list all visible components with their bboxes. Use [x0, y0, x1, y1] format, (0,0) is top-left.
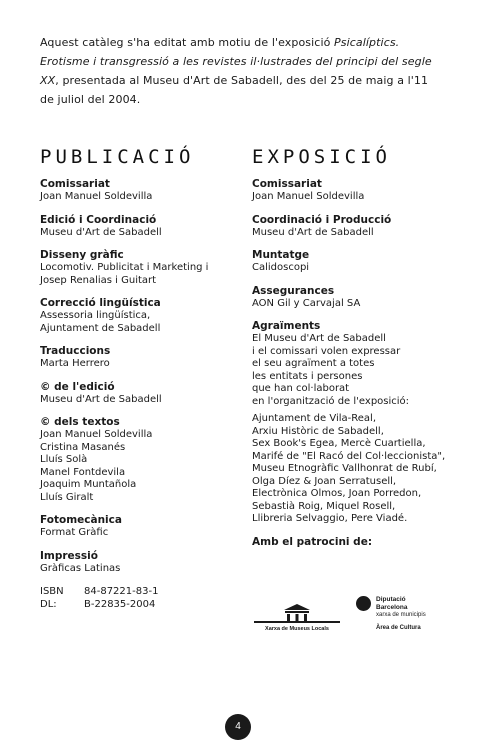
diputacio-emblem-icon	[356, 596, 371, 611]
xarxa-museus-caption: Xarxa de Museus Locals	[265, 626, 329, 632]
credit-block	[252, 178, 467, 204]
publicacio-heading: PUBLICACIÓ	[40, 146, 195, 168]
credit-line: Museu d'Art de Sabadell	[252, 226, 374, 238]
credit-block	[40, 550, 235, 576]
exposicio-credits	[252, 178, 467, 310]
credit-heading: Comissariat	[40, 178, 110, 190]
agraiments-block	[252, 320, 467, 526]
dl-value: B-22835-2004	[84, 599, 156, 610]
credit-line: Joan Manuel Soldevilla	[40, 191, 153, 202]
acknowledgement-line: el seu agraïment a totes	[252, 358, 375, 369]
credit-line: Joan Manuel Soldevilla	[40, 429, 153, 440]
credit-heading: Disseny gràfic	[40, 249, 124, 261]
credit-heading: Correcció lingüística	[40, 297, 161, 309]
acknowledgement-line: i el comissari volen expressar	[252, 345, 401, 357]
credit-heading: Edició i Coordinació	[40, 213, 157, 226]
credit-heading: © dels textos	[40, 416, 120, 428]
acknowledgement-line: en l'organització de l'exposició:	[252, 395, 410, 407]
credit-line: Josep Renalias i Guitart	[40, 274, 157, 286]
xarxa-museus-logo	[252, 602, 342, 632]
dl-label: DL:	[40, 599, 57, 610]
credit-line: Locomotiv. Publicitat i Marketing i	[40, 262, 209, 273]
publicacio-column	[40, 144, 235, 611]
credit-line: Lluís Giralt	[40, 491, 94, 503]
credit-heading: Coordinació i Producció	[252, 213, 392, 226]
isbn-value: 84-87221-83-1	[84, 586, 159, 597]
credit-line: Museu d'Art de Sabadell	[40, 393, 162, 405]
credit-block	[40, 178, 235, 204]
acknowledgement-line: Arxiu Històric de Sabadell,	[252, 425, 384, 437]
agraiments-intro	[252, 333, 467, 408]
acknowledgement-line: El Museu d'Art de Sabadell	[252, 333, 386, 344]
acknowledgement-line: Museu Etnogràfic Vallhonrat de Rubí,	[252, 463, 437, 474]
credit-line: Marta Herrero	[40, 358, 110, 369]
agraiments-list	[252, 413, 467, 526]
intro-text-start: Aquest catàleg s'ha editat amb motiu de l'exposició	[40, 36, 335, 49]
credit-line: Manel Fontdevila	[40, 466, 126, 478]
credit-line: Assessoria lingüística,	[40, 310, 151, 321]
credit-heading: Comissariat	[252, 178, 322, 190]
diputacio-logo	[356, 596, 466, 631]
exhibition-title: Psicalíptics. Erotisme i transgressió a les revistes il·lustrades del principi del segle XX	[40, 36, 432, 87]
credit-line: Format Gràfic	[40, 527, 109, 538]
credit-block	[252, 249, 467, 275]
acknowledgement-line: Sex Book's Egea, Mercè Cuartiella,	[252, 438, 426, 449]
publicacio-credits	[40, 178, 235, 575]
isbn-row	[40, 585, 235, 598]
credit-line: Lluís Solà	[40, 454, 88, 465]
page-number: 4	[225, 714, 251, 740]
credit-block	[40, 416, 235, 504]
credit-block	[40, 381, 235, 407]
diputacio-name-line1: Diputació	[376, 596, 406, 603]
credit-line: AON Gil y Carvajal SA	[252, 297, 361, 309]
acknowledgement-line: Olga Díez & Joan Serratusell,	[252, 475, 397, 487]
intro-paragraph	[40, 33, 440, 109]
museum-building-icon	[254, 602, 340, 624]
diputacio-subtitle: xarxa de municipis	[376, 612, 426, 618]
dl-row	[40, 598, 235, 611]
agraiments-heading: Agraïments	[252, 320, 321, 332]
credit-line: Joan Manuel Soldevilla	[252, 191, 365, 202]
exposicio-heading: EXPOSICIÓ	[252, 146, 391, 168]
credit-line: Cristina Masanés	[40, 441, 126, 453]
acknowledgement-line: que han col·laborat	[252, 383, 350, 394]
acknowledgement-line: Marifé de "El Racó del Col·leccionista",	[252, 450, 446, 462]
credit-heading: Muntatge	[252, 249, 310, 261]
credit-block	[40, 249, 235, 287]
diputacio-name-line2: Barcelona	[376, 604, 408, 611]
credit-line: Gràficas Latinas	[40, 562, 121, 574]
acknowledgement-line: les entitats i persones	[252, 370, 363, 382]
credit-line: Calidoscopi	[252, 262, 310, 273]
credit-line: Joaquim Muntañola	[40, 479, 137, 490]
credit-block	[40, 297, 235, 335]
credit-line: Museu d'Art de Sabadell	[40, 226, 162, 238]
credit-heading: Impressió	[40, 549, 98, 562]
acknowledgement-line: Electrònica Olmos, Joan Porredon,	[252, 488, 422, 499]
credit-heading: Fotomecànica	[40, 514, 122, 526]
credit-line: Ajuntament de Sabadell	[40, 322, 161, 334]
patrocini-label: Amb el patrocini de:	[252, 535, 373, 548]
credit-block	[40, 214, 235, 240]
credit-block	[252, 214, 467, 240]
exposicio-column	[252, 144, 467, 549]
isbn-label: ISBN	[40, 586, 64, 597]
sponsor-logos	[252, 590, 467, 640]
credit-block	[252, 285, 467, 311]
intro-text-end: , presentada al Museu d'Art de Sabadell, des del 25 de maig a l'11 de juliol del 2004.	[40, 74, 429, 106]
credit-heading: Traduccions	[40, 345, 111, 357]
credit-block	[40, 345, 235, 371]
credit-block	[40, 514, 235, 540]
acknowledgement-line: Llibreria Selvaggio, Pere Viadé.	[252, 513, 408, 524]
credit-heading: © de l'edició	[40, 380, 115, 393]
acknowledgement-line: Ajuntament de Vila-Real,	[252, 413, 377, 424]
acknowledgement-line: Sebastià Roig, Miquel Rosell,	[252, 500, 396, 512]
area-cultura-label: Àrea de Cultura	[376, 625, 421, 631]
credit-heading: Assegurances	[252, 284, 335, 297]
